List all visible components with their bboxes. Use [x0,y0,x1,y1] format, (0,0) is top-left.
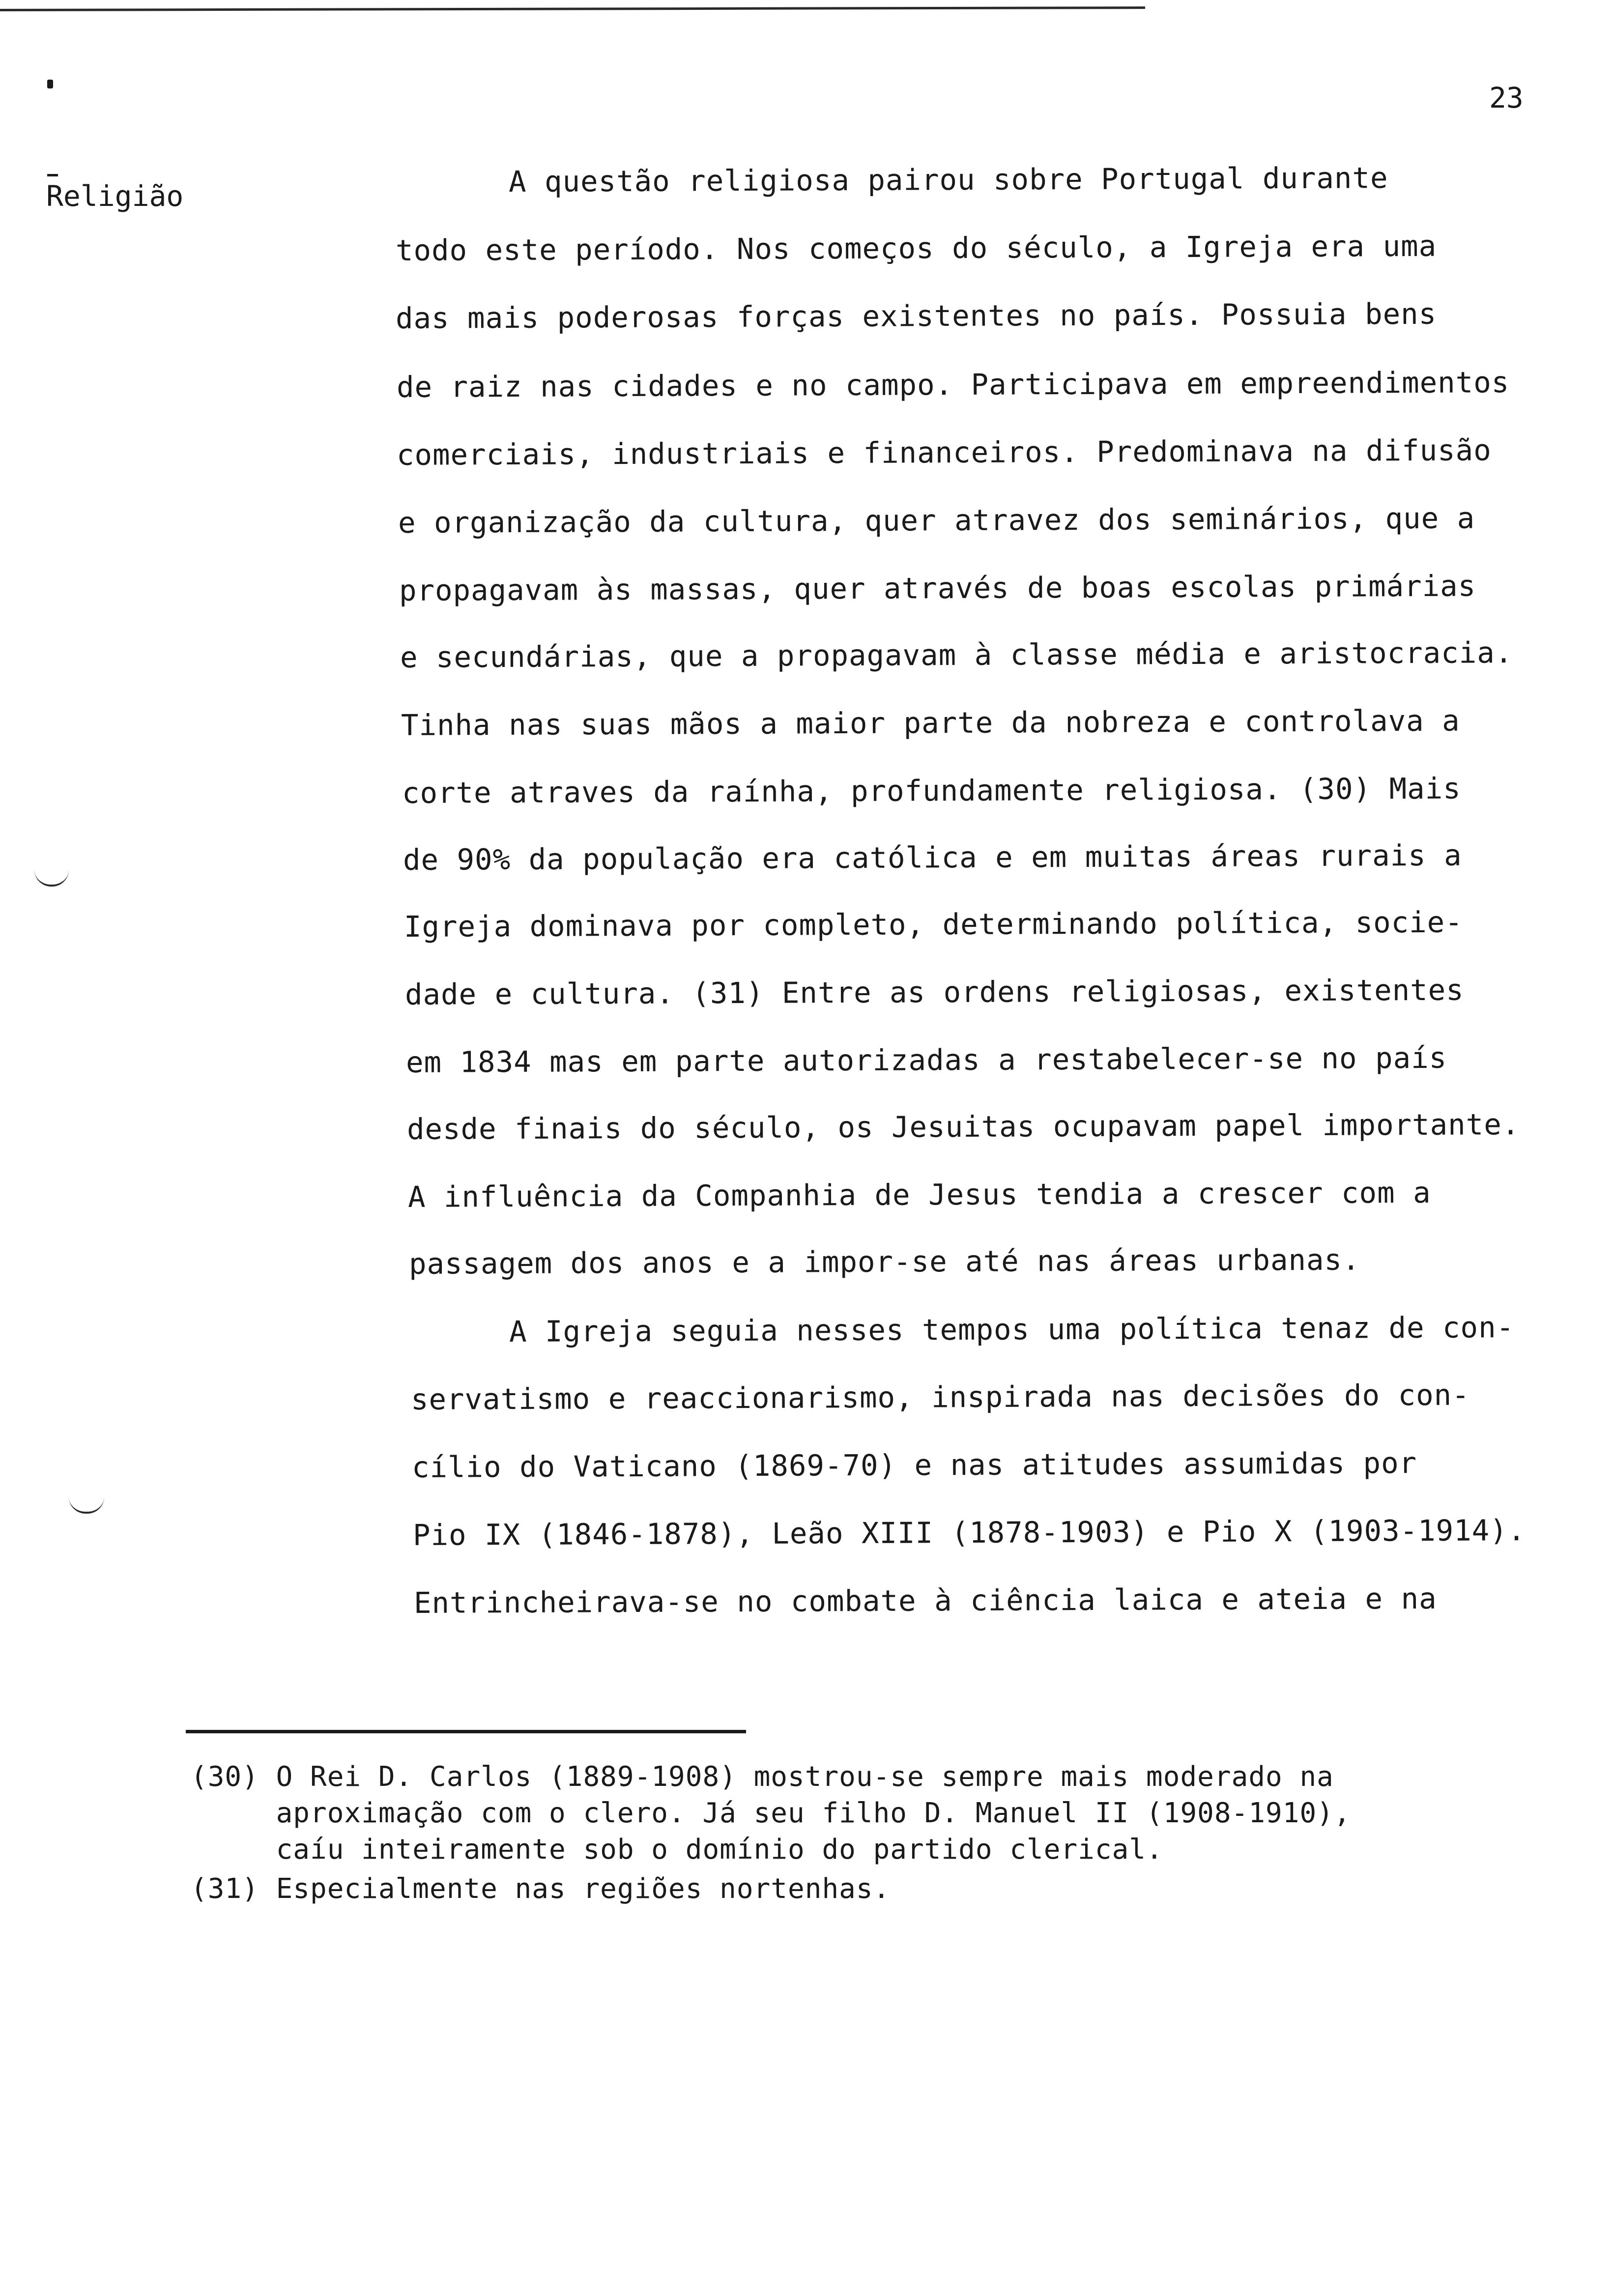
body-line: e organização da cultura, quer atravez dos seminários, que a [398,501,1475,540]
footnote-line: (31) Especialmente nas regiões nortenhas. [191,1873,891,1905]
section-heading [46,179,184,213]
body-line: dade e cultura. (31) Entre as ordens religiosas, existentes [404,973,1464,1011]
body-line: passagem dos anos e a impor-se até nas áreas urbanas. [408,1242,1360,1281]
body-line: todo este período. Nos começos do século, a Igreja era uma [395,229,1437,267]
body-line: propagavam às massas, quer através de boas escolas primárias [399,569,1476,607]
footnote-line: aproximação com o clero. Já seu filho D. Manuel II (1908-1910), [191,1797,1351,1829]
body-line: de 90% da população era católica e em muitas áreas rurais a [403,838,1462,877]
body-line: em 1834 mas em parte autorizadas a restabelecer-se no país [405,1040,1447,1079]
body-line: comerciais, industriais e financeiros. Predominava na difusão [396,433,1492,472]
top-rule [0,6,1145,11]
footnote-line: caíu inteiramente sob o domínio do partido clerical. [191,1834,1163,1866]
body-line: A questão religiosa pairou sobre Portugal durante [508,161,1388,199]
body-line: Tinha nas suas mãos a maior parte da nobreza e controlava a [401,703,1460,742]
body-line: A influência da Companhia de Jesus tendia a crescer com a [407,1175,1431,1214]
heading-overbar [47,174,58,176]
footnote-line: (30) O Rei D. Carlos (1889-1908) mostrou-se sempre mais moderado na [191,1761,1334,1793]
section-heading-text: Religião [46,179,184,213]
body-line: A Igreja seguia nesses tempos uma política tenaz de con- [509,1310,1515,1349]
corner-mark [47,80,53,88]
body-line: cílio do Vaticano (1869-70) e nas atitudes assumidas por [411,1446,1417,1484]
body-line: desde finais do século, os Jesuitas ocupavam papel importante. [406,1107,1520,1146]
page-number: 23 [1489,81,1524,115]
margin-mark [34,870,69,887]
body-line: Pio IX (1846-1878), Leão XIII (1878-1903) e Pio X (1903-1914). [412,1513,1526,1552]
margin-mark [69,1497,104,1514]
body-line: corte atraves da raínha, profundamente religiosa. (30) Mais [402,771,1461,810]
body-line: Entrincheirava-se no combate à ciência laica e ateia e na [413,1581,1437,1620]
body-line: das mais poderosas forças existentes no país. Possuia bens [395,296,1437,335]
footnote-separator [186,1730,746,1733]
body-line: servatismo e reaccionarismo, inspirada nas decisões do con- [410,1378,1470,1416]
body-line: Igreja dominava por completo, determinando política, socie- [403,905,1463,944]
body-line: e secundárias, que a propagavam à classe média e aristocracia. [400,635,1513,674]
body-line: de raiz nas cidades e no campo. Participava em empreendimentos [396,365,1510,404]
